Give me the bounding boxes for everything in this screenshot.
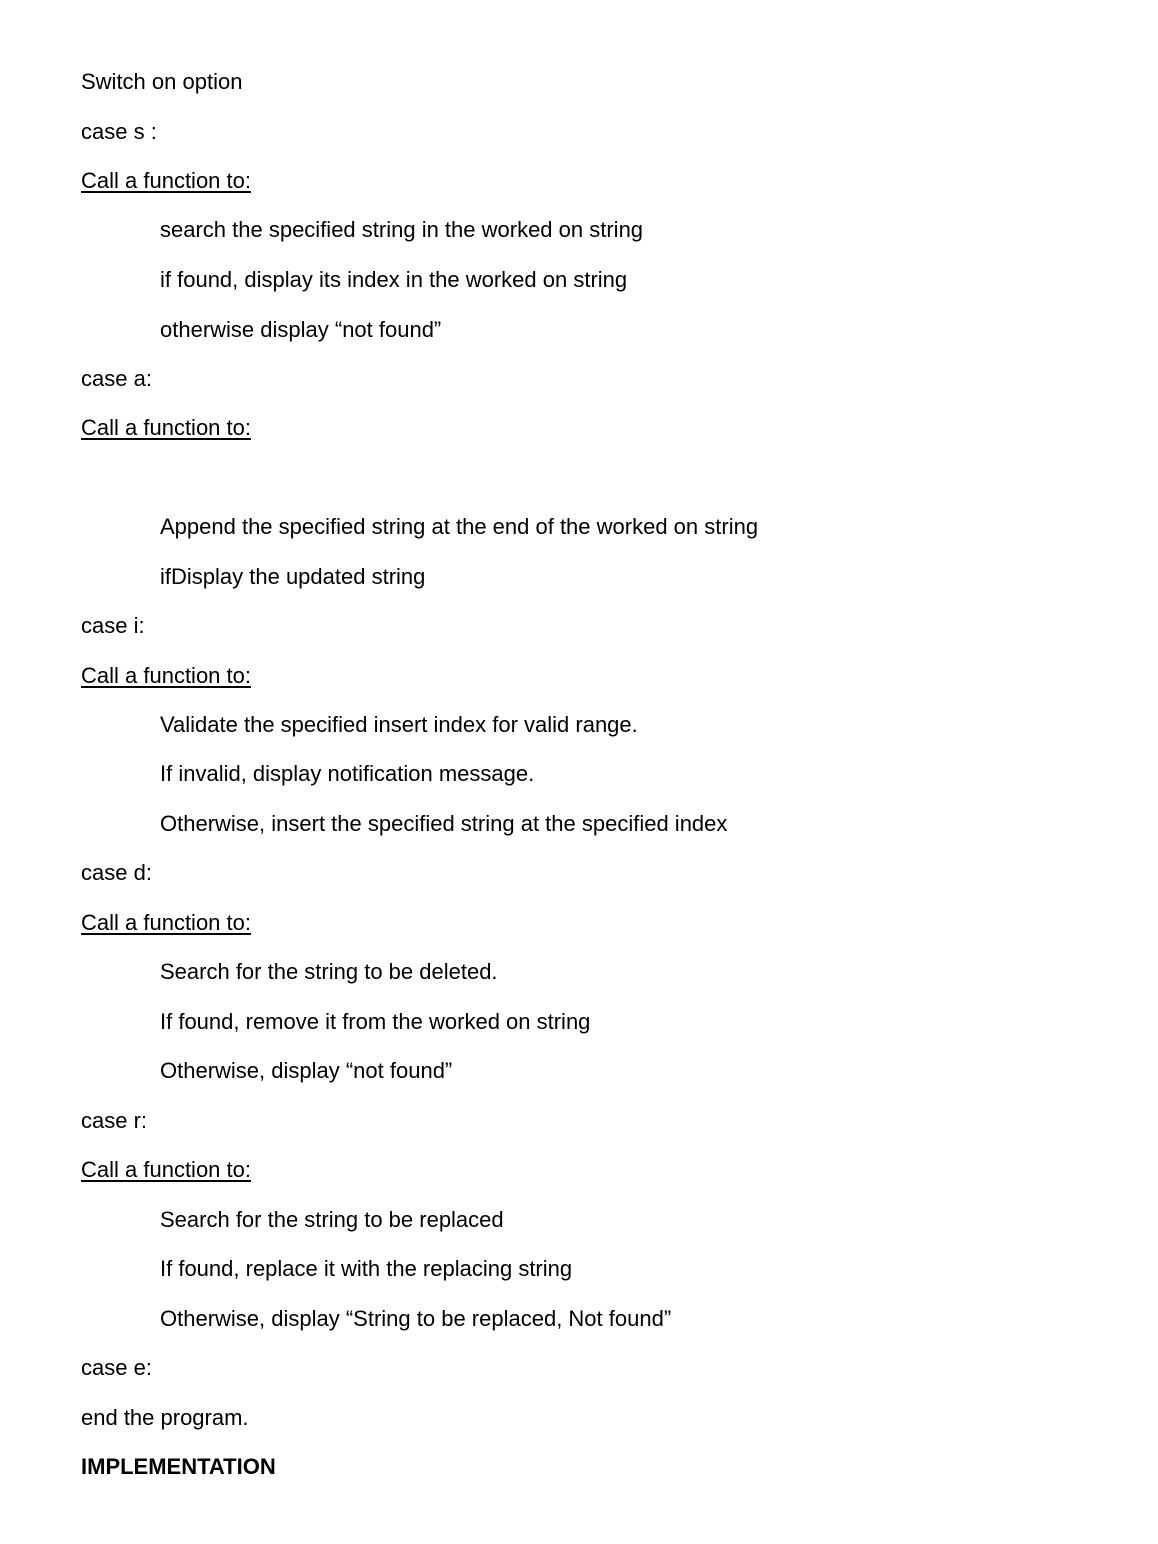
case-i-label: case i: xyxy=(81,613,145,638)
case-e-label: case e: xyxy=(81,1355,152,1380)
case-d-step: Otherwise, display “not found” xyxy=(160,1058,453,1083)
case-a-call-heading: Call a function to: xyxy=(81,415,251,440)
case-s-step: if found, display its index in the worked on string xyxy=(160,267,628,292)
case-i-step: If invalid, display notification message. xyxy=(160,761,535,786)
case-a-step: Append the specified string at the end of the worked on string xyxy=(160,514,759,539)
case-a-label: case a: xyxy=(81,366,152,391)
case-d-step: If found, remove it from the worked on string xyxy=(160,1009,591,1034)
case-s-label: case s : xyxy=(81,119,157,144)
end-line: end the program. xyxy=(81,1405,249,1430)
case-r-label: case r: xyxy=(81,1108,148,1133)
case-d-label: case d: xyxy=(81,860,152,885)
case-a-step: ifDisplay the updated string xyxy=(160,564,426,589)
implementation-heading: IMPLEMENTATION xyxy=(81,1454,276,1479)
case-d-call-heading: Call a function to: xyxy=(81,910,251,935)
case-d-step: Search for the string to be deleted. xyxy=(160,959,498,984)
case-r-step: If found, replace it with the replacing string xyxy=(160,1256,573,1281)
case-r-step: Otherwise, display “String to be replaced, Not found” xyxy=(160,1306,672,1331)
case-i-step: Otherwise, insert the specified string at the specified index xyxy=(160,811,728,836)
case-s-step: otherwise display “not found” xyxy=(160,317,442,342)
case-r-step: Search for the string to be replaced xyxy=(160,1207,504,1232)
case-s-step: search the specified string in the worked on string xyxy=(160,217,644,242)
case-i-step: Validate the specified insert index for valid range. xyxy=(160,712,638,737)
case-r-call-heading: Call a function to: xyxy=(81,1157,251,1182)
case-s-call-heading: Call a function to: xyxy=(81,168,251,193)
switch-line: Switch on option xyxy=(81,69,243,94)
case-i-call-heading: Call a function to: xyxy=(81,663,251,688)
